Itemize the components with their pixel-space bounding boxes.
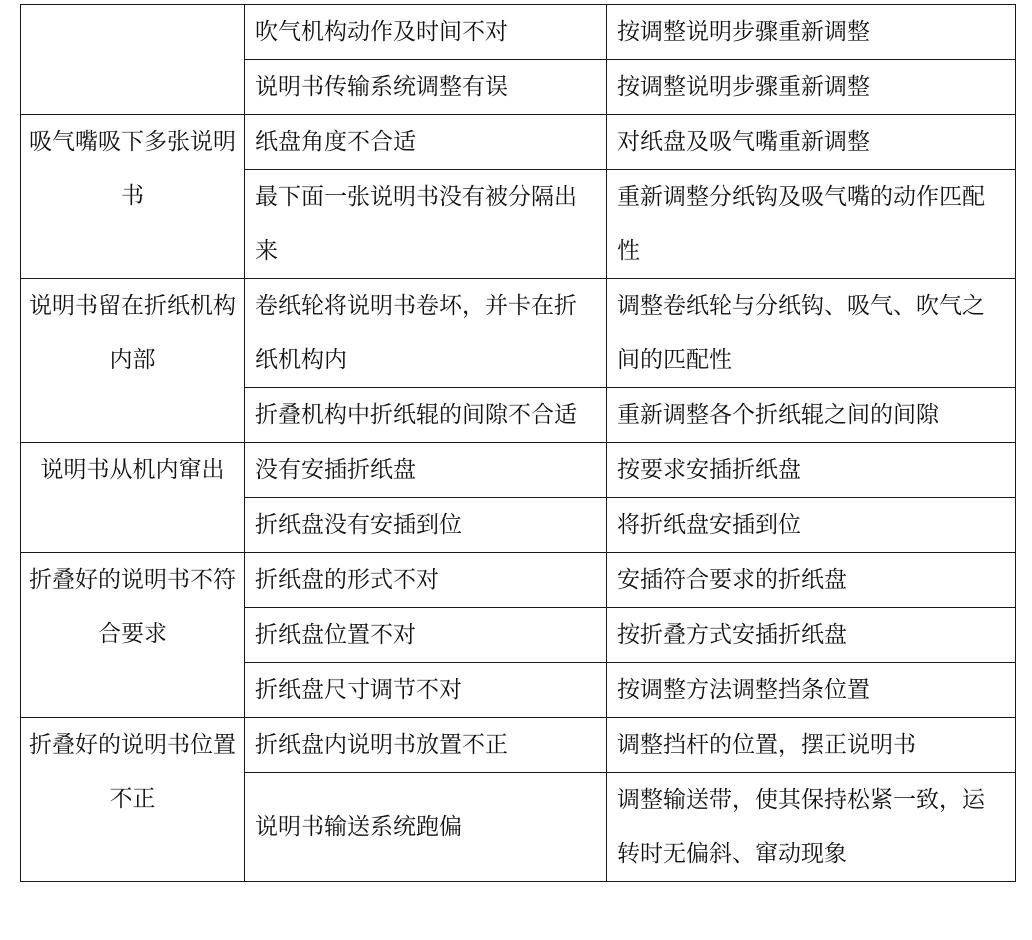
remedy-cell: 按要求安插折纸盘 (607, 443, 1016, 498)
remedy-cell: 调整输送带，使其保持松紧一致，运转时无偏斜、窜动现象 (607, 773, 1016, 882)
remedy-cell: 按折叠方式安插折纸盘 (607, 608, 1016, 663)
table-row (21, 553, 1016, 608)
table-row (21, 718, 1016, 773)
symptom-cell (21, 5, 245, 115)
remedy-cell: 按调整方法调整挡条位置 (607, 663, 1016, 718)
cause-cell: 没有安插折纸盘 (245, 443, 607, 498)
remedy-cell: 安插符合要求的折纸盘 (607, 553, 1016, 608)
remedy-cell: 按调整说明步骤重新调整 (607, 5, 1016, 60)
cause-cell: 吹气机构动作及时间不对 (245, 5, 607, 60)
symptom-cell: 吸气嘴吸下多张说明书 (21, 115, 245, 279)
cause-cell: 折纸盘尺寸调节不对 (245, 663, 607, 718)
symptom-cell: 说明书从机内窜出 (21, 443, 245, 553)
table-row (21, 443, 1016, 498)
cause-cell: 最下面一张说明书没有被分隔出来 (245, 170, 607, 279)
cause-cell: 说明书输送系统跑偏 (245, 773, 607, 882)
cause-cell: 说明书传输系统调整有误 (245, 60, 607, 115)
symptom-cell: 折叠好的说明书不符合要求 (21, 553, 245, 718)
cause-cell: 折叠机构中折纸辊的间隙不合适 (245, 388, 607, 443)
cause-cell: 折纸盘位置不对 (245, 608, 607, 663)
table-row (21, 5, 1016, 60)
cause-cell: 折纸盘内说明书放置不正 (245, 718, 607, 773)
remedy-cell: 对纸盘及吸气嘴重新调整 (607, 115, 1016, 170)
cause-cell: 卷纸轮将说明书卷坏，并卡在折纸机构内 (245, 279, 607, 388)
table-row (21, 115, 1016, 170)
remedy-cell: 将折纸盘安插到位 (607, 498, 1016, 553)
remedy-cell: 调整挡杆的位置，摆正说明书 (607, 718, 1016, 773)
table-row (21, 279, 1016, 388)
troubleshooting-table (20, 4, 1016, 882)
remedy-cell: 重新调整分纸钩及吸气嘴的动作匹配性 (607, 170, 1016, 279)
remedy-cell: 按调整说明步骤重新调整 (607, 60, 1016, 115)
symptom-cell: 折叠好的说明书位置不正 (21, 718, 245, 882)
cause-cell: 折纸盘的形式不对 (245, 553, 607, 608)
cause-cell: 纸盘角度不合适 (245, 115, 607, 170)
symptom-cell: 说明书留在折纸机构内部 (21, 279, 245, 443)
cause-cell: 折纸盘没有安插到位 (245, 498, 607, 553)
remedy-cell: 调整卷纸轮与分纸钩、吸气、吹气之间的匹配性 (607, 279, 1016, 388)
remedy-cell: 重新调整各个折纸辊之间的间隙 (607, 388, 1016, 443)
